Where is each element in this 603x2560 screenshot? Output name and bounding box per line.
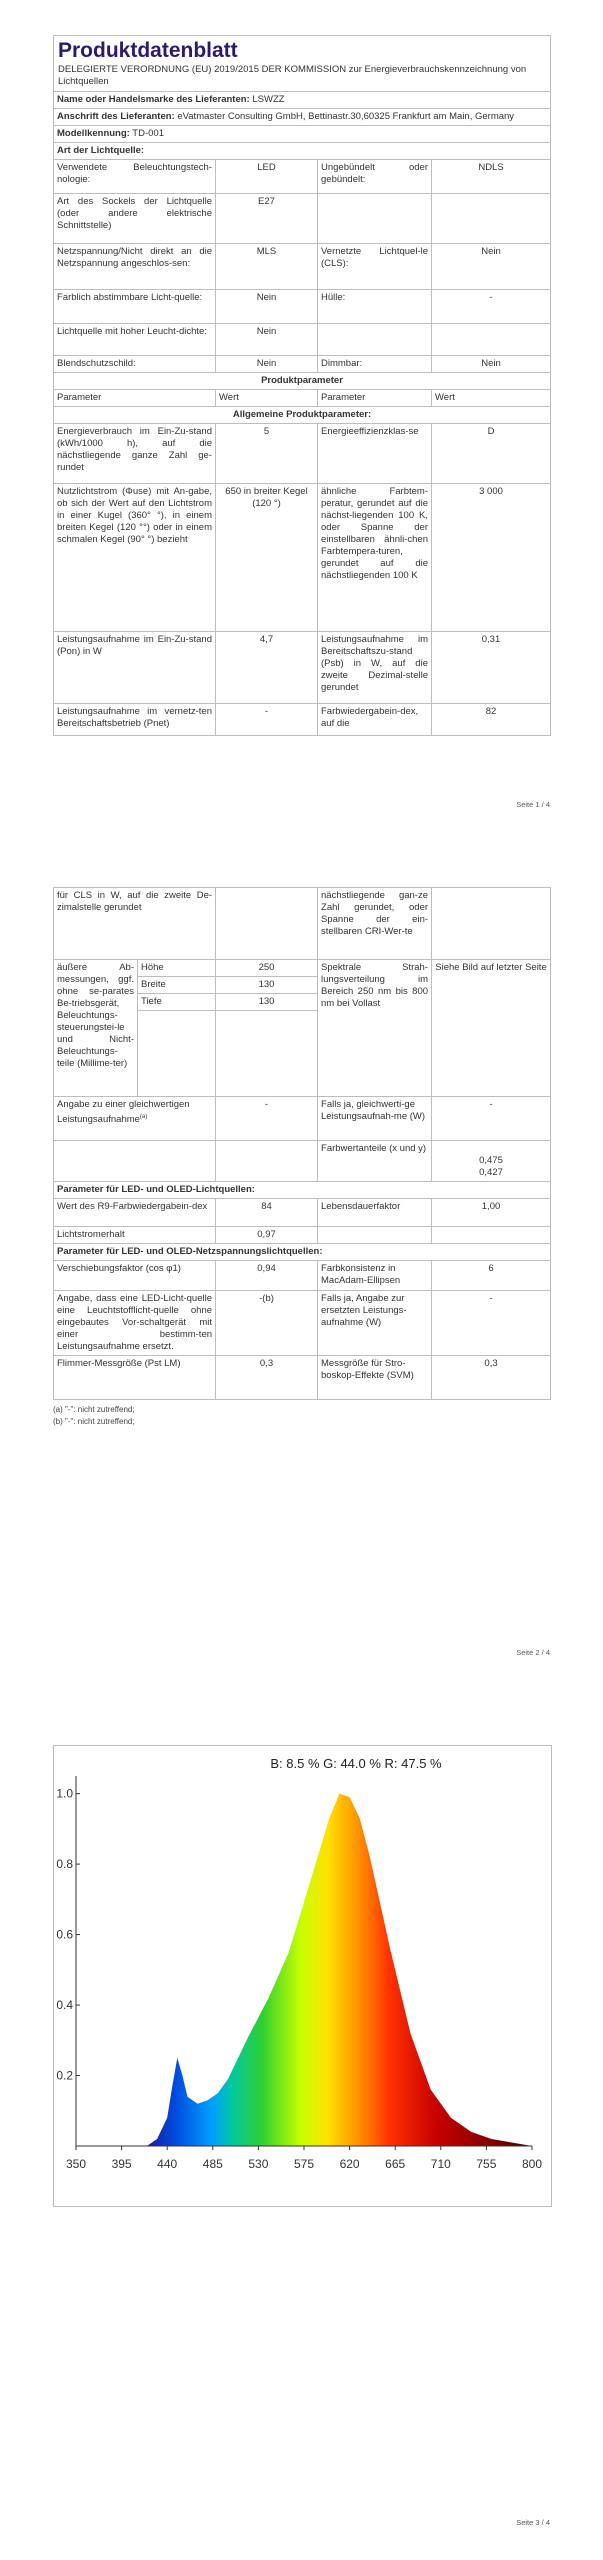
type-row-value-2: [432, 194, 551, 244]
datasheet-page-1: [53, 35, 550, 736]
mains-param-label: Angabe, dass eine LED-Licht-quelle eine Leuchtstofflicht-quelle ohne eingebautes Vor-schaltgerät mit einer bestimm-ten Leistungsaufnahme ersetzt.: [54, 1291, 216, 1356]
spectrum-chart: [54, 1746, 551, 2206]
type-row-label-2: Dimmbar:: [318, 356, 432, 373]
y-tick-label: 0.8: [56, 1857, 73, 1872]
type-row-value: E27: [216, 194, 318, 244]
led-param-value: 84: [216, 1199, 318, 1227]
spectral-distribution-value: Siehe Bild auf letzter Seite: [432, 960, 551, 1097]
x-tick-label: 800: [521, 2157, 543, 2171]
param-column-header-2: Parameter: [318, 390, 432, 407]
spectrum-area: [76, 1794, 532, 2146]
x-tick-label: 530: [248, 2157, 269, 2171]
mains-param-value: -(b): [216, 1291, 318, 1356]
param-value: 650 in breiter Kegel (120 °): [216, 484, 318, 632]
page-number: Seite 2 / 4: [516, 1648, 550, 1657]
param-label: Leistungsaufnahme im vernetz-ten Bereitschaftsbetrieb (Pnet): [54, 704, 216, 736]
dimension-key: Höhe: [138, 960, 216, 977]
equivalent-power-value-2: -: [432, 1097, 551, 1141]
y-tick-label: 0.6: [56, 1927, 73, 1942]
datasheet-table-2: [53, 887, 551, 1400]
mains-param-value-2: 0,3: [432, 1356, 551, 1400]
x-tick-label: 440: [157, 2157, 178, 2171]
type-row-value-2: Nein: [432, 244, 551, 290]
datasheet-table-1: [53, 35, 551, 736]
param-value-2: D: [432, 424, 551, 484]
param-label-continued-2: nächstliegende gan-ze Zahl gerundet, oder Spanne der ein-stellbaren CRI-Wer-te: [318, 888, 432, 960]
equivalent-power-value: -: [216, 1097, 318, 1141]
param-value-2: 3 000: [432, 484, 551, 632]
param-value: 5: [216, 424, 318, 484]
product-parameters-header: Produktparameter: [54, 373, 551, 390]
type-row-label: Art des Sockels der Lichtquelle (oder andere elektrische Schnittstelle): [54, 194, 216, 244]
supplier-address-label: Anschrift des Lieferanten:: [57, 111, 175, 122]
general-parameters-header: Allgemeine Produktparameter:: [54, 407, 551, 424]
supplier-name-label: Name oder Handelsmarke des Lieferanten:: [57, 94, 250, 105]
param-label-2: Energieeffizienzklas-se: [318, 424, 432, 484]
page-number: Seite 1 / 4: [516, 800, 550, 809]
led-param-label-2: [318, 1227, 432, 1244]
equivalent-power-label-2: Falls ja, gleichwerti-ge Leistungsaufnah-me (W): [318, 1097, 432, 1141]
page-2: [0, 850, 603, 1700]
mains-param-value: 0,3: [216, 1356, 318, 1400]
type-row-value: Nein: [216, 290, 318, 324]
y-tick-label: 0.2: [56, 2068, 73, 2083]
mains-param-label: Verschiebungsfaktor (cos φ1): [54, 1261, 216, 1291]
mains-param-label-2: Falls ja, Angabe zur ersetzten Leistungs-aufnahme (W): [318, 1291, 432, 1356]
type-row-value: LED: [216, 160, 318, 194]
supplier-name-value: LSWZZ: [252, 94, 285, 105]
type-row-label-2: [318, 324, 432, 356]
param-label: Leistungsaufnahme im Ein-Zu-stand (Pon) in W: [54, 632, 216, 704]
type-row-label: Blendschutzschild:: [54, 356, 216, 373]
dimensions-label: äußere Ab-messungen, ggf. ohne se-parates Be-triebsgerät, Beleuchtungs-steuerungstei-le und Nicht-Beleuchtungs-teile (Millime-ter): [54, 960, 138, 1097]
regulation-intro: DELEGIERTE VERORDNUNG (EU) 2019/2015 DER KOMMISSION zur Energieverbrauchskennzeichnung von Lichtquellen: [58, 64, 527, 87]
value-column-header-2: Wert: [432, 390, 551, 407]
type-row-value-2: NDLS: [432, 160, 551, 194]
dimension-value: 130: [216, 994, 318, 1011]
type-row-label: Farblich abstimmbare Licht-quelle:: [54, 290, 216, 324]
x-tick-label: 665: [385, 2157, 406, 2171]
dimension-value: 130: [216, 977, 318, 994]
x-tick-label: 575: [293, 2157, 315, 2171]
param-value-2: 0,31: [432, 632, 551, 704]
param-label-2: Farbwiedergabein-dex, auf die: [318, 704, 432, 736]
x-tick-label: 350: [65, 2157, 87, 2171]
led-oled-header: Parameter für LED- und OLED-Lichtquellen:: [54, 1182, 551, 1199]
y-tick-label: 1.0: [56, 1786, 73, 1801]
mains-param-value-2: -: [432, 1291, 551, 1356]
footnote-b: (b) "-": nicht zutreffend;: [53, 1417, 135, 1426]
page-title: Produktdatenblatt: [58, 39, 238, 62]
led-mains-header: Parameter für LED- und OLED-Netzspannungslichtquellen:: [54, 1244, 551, 1261]
rgb-share-label: B: 8.5 % G: 44.0 % R: 47.5 %: [270, 1756, 442, 1771]
supplier-address-value: eVatmaster Consulting GmbH, Bettinastr.30,60325 Frankfurt am Main, Germany: [177, 111, 515, 122]
mains-param-label-2: Farbkonsistenz in MacAdam-Ellipsen: [318, 1261, 432, 1291]
model-value: TD-001: [132, 128, 164, 139]
type-row-label: Lichtquelle mit hoher Leucht-dichte:: [54, 324, 216, 356]
param-label-2: Leistungsaufnahme im Bereitschaftszu-stand (Psb) in W, auf die zweite Dezimal-stelle gerundet: [318, 632, 432, 704]
led-param-label: Lichtstromerhalt: [54, 1227, 216, 1244]
param-label: Nutzlichtstrom (Φuse) mit An-gabe, ob sich der Wert auf den Lichtstrom in einer Kugel (360° °), in einem breiten Kegel (120 °°) oder in einem schmalen Kegel (90° °) bezieht: [54, 484, 216, 632]
x-tick-label: 620: [339, 2157, 360, 2171]
chromaticity-values: 0,475 0,427: [432, 1141, 551, 1182]
type-row-label-2: Ungebündelt oder gebündelt:: [318, 160, 432, 194]
page-number: Seite 3 / 4: [516, 2518, 550, 2527]
type-row-value: Nein: [216, 356, 318, 373]
x-tick-label: 755: [476, 2157, 497, 2171]
spectral-distribution-label: Spektrale Strah-lungsverteilung im Bereich 250 nm bis 800 nm bei Vollast: [318, 960, 432, 1097]
type-row-value: Nein: [216, 324, 318, 356]
x-tick-label: 710: [430, 2157, 451, 2171]
param-column-header: Parameter: [54, 390, 216, 407]
mains-param-value-2: 6: [432, 1261, 551, 1291]
type-row-value-2: Nein: [432, 356, 551, 373]
param-label-continued: für CLS in W, auf die zweite De-zimalstelle gerundet: [54, 888, 216, 960]
led-param-value: 0,97: [216, 1227, 318, 1244]
param-label: Energieverbrauch im Ein-Zu-stand (kWh/1000 h), auf die nächstliegende ganze Zahl ge-rundet: [54, 424, 216, 484]
led-param-value-2: [432, 1227, 551, 1244]
x-tick-label: 485: [202, 2157, 223, 2171]
spectrum-image: [53, 1745, 552, 2207]
model-label: Modellkennung:: [57, 128, 130, 139]
footnote-a: (a) "-": nicht zutreffend;: [53, 1405, 135, 1414]
dimension-key: Breite: [138, 977, 216, 994]
mains-param-label-2: Messgröße für Stro-boskop-Effekte (SVM): [318, 1356, 432, 1400]
type-row-label-2: Hülle:: [318, 290, 432, 324]
param-value-2: 82: [432, 704, 551, 736]
type-row-value-2: [432, 324, 551, 356]
type-row-label: Netzspannung/Nicht direkt an die Netzspannung angeschlos-sen:: [54, 244, 216, 290]
value-column-header: Wert: [216, 390, 318, 407]
dimension-key: Tiefe: [138, 994, 216, 1011]
led-param-value-2: 1,00: [432, 1199, 551, 1227]
y-tick-label: 0.4: [56, 1998, 73, 2013]
led-param-label-2: Lebensdauerfaktor: [318, 1199, 432, 1227]
datasheet-page-2: [53, 887, 550, 1428]
chromaticity-label: Farbwertanteile (x und y): [318, 1141, 432, 1182]
mains-param-label: Flimmer-Messgröße (Pst LM): [54, 1356, 216, 1400]
type-row-label-2: [318, 194, 432, 244]
dimension-value: 250: [216, 960, 318, 977]
page-1: [0, 0, 603, 850]
type-row-value-2: -: [432, 290, 551, 324]
param-value: -: [216, 704, 318, 736]
param-label-2: ähnliche Farbtem-peratur, gerundet auf die nächst-liegenden 100 K, oder Spanne der einstellbaren ähnli-chen Farbtempera-turen, gerundet auf die nächstliegenden 100 K: [318, 484, 432, 632]
x-tick-label: 395: [111, 2157, 132, 2171]
led-param-label: Wert des R9-Farbwiedergabein-dex: [54, 1199, 216, 1227]
type-row-label: Verwendete Beleuchtungstech-nologie:: [54, 160, 216, 194]
param-value: 4,7: [216, 632, 318, 704]
mains-param-value: 0,94: [216, 1261, 318, 1291]
type-row-label-2: Vernetzte Lichtquel-le (CLS):: [318, 244, 432, 290]
type-row-value: MLS: [216, 244, 318, 290]
equivalent-power-label: Angabe zu einer gleichwertigen Leistungsaufnahme$^{(a)}$: [54, 1097, 216, 1141]
light-source-type-header: Art der Lichtquelle:: [54, 143, 551, 160]
